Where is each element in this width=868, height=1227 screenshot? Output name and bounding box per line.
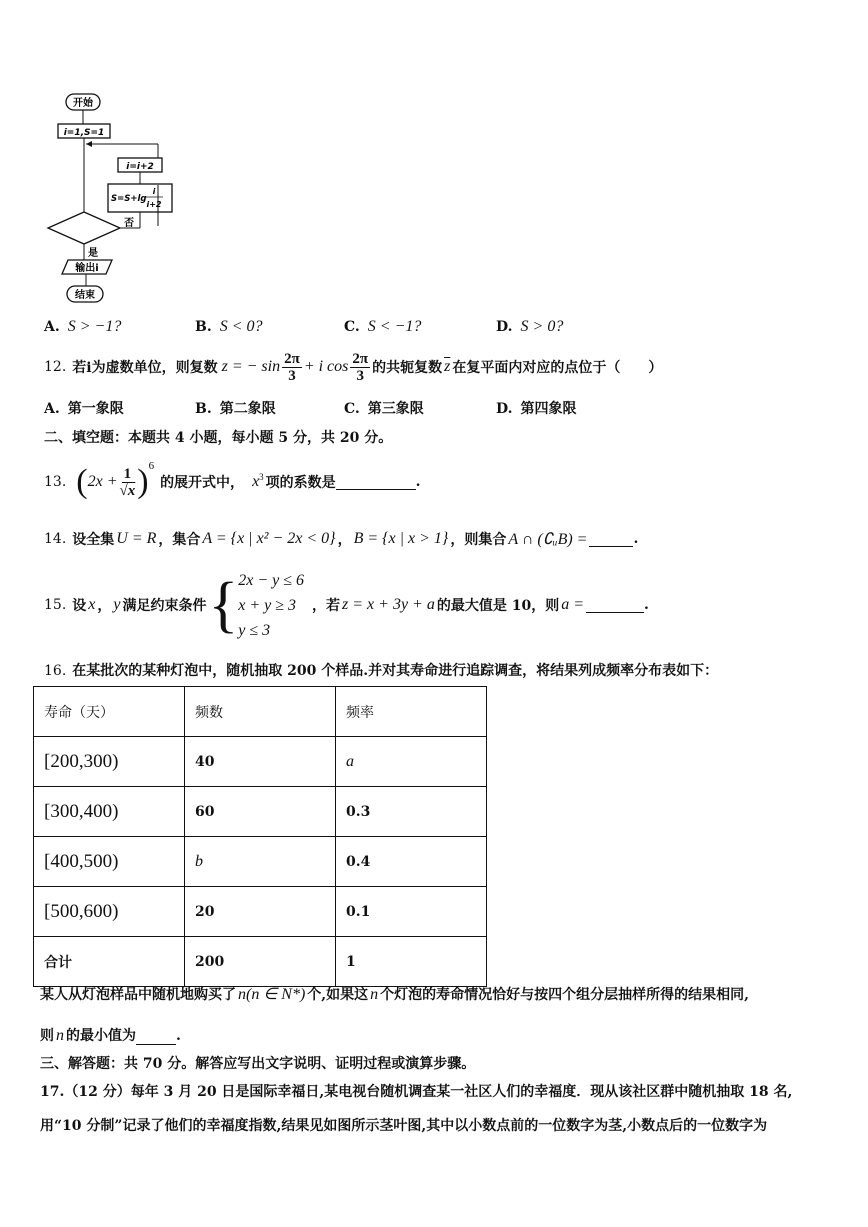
q12-option-d-letter: D.: [496, 401, 513, 417]
q12-option-c: [344, 398, 424, 418]
q14-end: .: [633, 531, 639, 547]
flowchart-end-label: 结束: [75, 290, 95, 301]
q15-constraint-1: 2x − y ≤ 6: [238, 571, 305, 589]
q16-after1m: n(n ∈ N*): [238, 986, 306, 1003]
q12-option-b-text: 第二象限: [219, 401, 276, 417]
q12-option-c-text: 第三象限: [367, 401, 424, 417]
flowchart-start-label: 开始: [73, 98, 93, 109]
q15-number: 15.: [44, 597, 67, 613]
q11-option-c: [344, 318, 421, 336]
q12-text2: 的共轭复数: [372, 360, 443, 376]
table-cell: [300,400): [34, 787, 185, 837]
q14-set-b: B = {x | x > 1}: [353, 530, 449, 547]
q12-expr-mid: + i cos: [303, 358, 349, 375]
flowchart: [40, 88, 180, 308]
table-row: [34, 887, 487, 937]
q11-option-a-letter: A.: [44, 319, 60, 335]
q13-expr-a: 2x +: [87, 473, 118, 490]
table-cell: 0.3: [336, 787, 487, 837]
table-cell: [200,300): [34, 737, 185, 787]
q13-frac: [120, 466, 136, 499]
q13-answer-blank[interactable]: [336, 475, 416, 490]
q16-after1a: 某人从灯泡样品中随机地购买了: [40, 987, 236, 1003]
table-cell: 200: [185, 937, 336, 987]
flowchart-update-s-num: i: [152, 187, 156, 196]
q13-frac-den: √x: [119, 482, 136, 499]
q15-brace: {: [208, 571, 239, 639]
q11-option-c-text: S < −1?: [367, 318, 422, 335]
flowchart-update-s-den: i+2: [146, 200, 162, 209]
table-row: [34, 787, 487, 837]
section3-heading: 三、解答题：共 70 分。解答应写出文字说明、证明过程或演算步骤。: [40, 1056, 476, 1072]
q14-number: 14.: [44, 531, 67, 547]
q13-number: 13.: [44, 474, 67, 490]
q15-constraint-2: x + y ≥ 3: [238, 596, 297, 614]
table-header-row: [34, 687, 487, 737]
q16-after1n: n: [370, 986, 379, 1003]
q11-option-b-letter: B.: [195, 319, 212, 335]
q11-option-d: [496, 318, 563, 336]
q13-stem: [44, 458, 421, 506]
q14-text3: ，: [337, 532, 352, 548]
q16-after1c: 个灯泡的寿命情况恰好与按四个组分层抽样所得的结果相同,: [380, 987, 750, 1003]
flowchart-output-label: 输出i: [75, 263, 99, 274]
q16-stem: [44, 660, 718, 680]
q15-x: x: [88, 596, 96, 613]
q12-number: 12.: [44, 359, 67, 375]
q16-after2b: 的最小值为: [66, 1028, 136, 1044]
table-row: [34, 837, 487, 887]
flowchart-init-label: i=1,S=1: [63, 128, 105, 138]
q16-after2a: 则: [40, 1028, 54, 1044]
q17-line-2: 用“10 分制”记录了他们的幸福度指数,结果见如图所示茎叶图,其中以小数点前的一位数字为茎,小数点后的一位数字为: [40, 1118, 768, 1134]
flowchart-update-i-label: i=i+2: [126, 162, 154, 172]
q16-after1b: 个,如果这: [307, 987, 369, 1003]
q12-text3: 在复平面内对应的点位于（ ）: [452, 360, 663, 376]
q13-sqrt-x: x: [127, 482, 136, 499]
q16-after-line-2: [40, 1025, 181, 1045]
table-cell: 1: [336, 937, 487, 987]
q16-after2n: n: [56, 1027, 64, 1044]
table-row: [34, 937, 487, 987]
q12-frac-2: [350, 351, 370, 384]
q15-end: .: [644, 597, 649, 613]
q15-answer-blank[interactable]: [586, 598, 644, 613]
q16-number: 16.: [44, 663, 67, 679]
q15-constraints: [238, 568, 304, 643]
flowchart-no-label: 否: [124, 218, 134, 229]
table-row: [34, 737, 487, 787]
table-cell: 20: [185, 887, 336, 937]
q12-frac-1-den: 3: [288, 367, 296, 384]
q15-text3: ，若: [312, 598, 341, 614]
q12-option-a-text: 第一象限: [67, 401, 124, 417]
q12-option-a-letter: A.: [44, 401, 60, 417]
q12-option-a: [44, 398, 124, 418]
q13-paren-open: (: [76, 463, 88, 500]
q12-option-d-text: 第四象限: [520, 401, 577, 417]
q11-option-d-text: S > 0?: [520, 318, 564, 335]
q12-option-d: [496, 398, 577, 418]
q14-stem: [44, 527, 638, 551]
q12-frac-1: [282, 351, 302, 384]
q12-option-b-letter: B.: [195, 401, 212, 417]
q16-text: 在某批次的某种灯泡中，随机抽取 200 个样品.并对其寿命进行追踪调查，将结果列成频率分布表如下：: [72, 663, 719, 679]
q14-universe: U = R: [116, 530, 157, 547]
q16-after-line-1: [40, 984, 749, 1004]
q15-comma: ，: [97, 598, 112, 614]
q14-answer-blank[interactable]: [589, 532, 633, 547]
q13-term-power: 3: [259, 472, 264, 482]
table-cell: [500,600): [34, 887, 185, 937]
table-cell: 40: [185, 737, 336, 787]
q14-text2: ，集合: [158, 532, 201, 548]
q15-stem: [44, 566, 649, 644]
q12-frac-2-den: 3: [356, 367, 364, 384]
q15-text1: 设: [72, 598, 87, 614]
q15-objective: z = x + 3y + a: [342, 596, 435, 613]
section2-heading: 二、填空题：本题共 4 小题，每小题 5 分，共 20 分。: [44, 430, 393, 446]
q12-text1: 若i为虚数单位，则复数: [72, 360, 218, 376]
q11-option-d-letter: D.: [496, 319, 513, 335]
q13-end: .: [415, 474, 421, 490]
flowchart-condition: [48, 212, 120, 244]
table-header: 频率: [336, 687, 487, 737]
q14-text4: ，则集合: [450, 532, 507, 548]
q15-constraint-3: y ≤ 3: [238, 621, 271, 639]
q17-line-1: 17.（12 分）每年 3 月 20 日是国际幸福日,某电视台随机调查某一社区人们的幸福度．现从该社区群中随机抽取 18 名,: [40, 1084, 793, 1100]
q13-paren-close: ): [137, 463, 149, 500]
q14-expr: A ∩ (∁ᵤB) =: [508, 531, 588, 548]
q12-frac-1-num: 2π: [284, 350, 300, 367]
flowchart-update-s-label: S=S+lg: [111, 194, 147, 204]
q13-text1: 的展开式中，: [160, 475, 245, 491]
q12-expr-lhs: z = − sin: [221, 358, 281, 375]
q15-y: y: [113, 596, 121, 613]
q14-set-a: A = {x | x² − 2x < 0}: [202, 530, 336, 547]
q11-option-b-text: S < 0?: [219, 318, 263, 335]
table-cell: a: [336, 737, 487, 787]
table-cell: 合计: [34, 937, 185, 987]
frequency-table: [33, 686, 487, 987]
table-cell: [400,500): [34, 837, 185, 887]
table-header: 寿命（天）: [34, 687, 185, 737]
q14-text1: 设全集: [72, 532, 115, 548]
q12-option-c-letter: C.: [344, 401, 360, 417]
q16-answer-blank[interactable]: [136, 1030, 176, 1045]
q13-power: 6: [148, 460, 155, 472]
q11-option-b: [195, 318, 263, 336]
table-cell: 0.1: [336, 887, 487, 937]
q13-text2: 项的系数是: [265, 475, 336, 491]
q15-text2: 满足约束条件: [122, 598, 207, 614]
flowchart-yes-label: 是: [88, 248, 98, 259]
q12-zbar: $\overline{z}$: [444, 358, 451, 375]
q11-option-c-letter: C.: [344, 319, 360, 335]
q13-term: x: [252, 473, 260, 490]
q11-option-a: [44, 318, 121, 336]
q12-frac-2-num: 2π: [352, 350, 369, 367]
table-cell: b: [185, 837, 336, 887]
q13-frac-num: 1: [123, 465, 132, 482]
q11-option-a-text: S > −1?: [67, 318, 122, 335]
q12-stem: [44, 346, 662, 388]
table-cell: 60: [185, 787, 336, 837]
q15-text4: 的最大值是 10，则: [436, 598, 560, 614]
q15-a: a =: [561, 596, 585, 613]
q16-after2c: .: [176, 1028, 181, 1044]
table-header: 频数: [185, 687, 336, 737]
q12-option-b: [195, 398, 276, 418]
table-cell: 0.4: [336, 837, 487, 887]
